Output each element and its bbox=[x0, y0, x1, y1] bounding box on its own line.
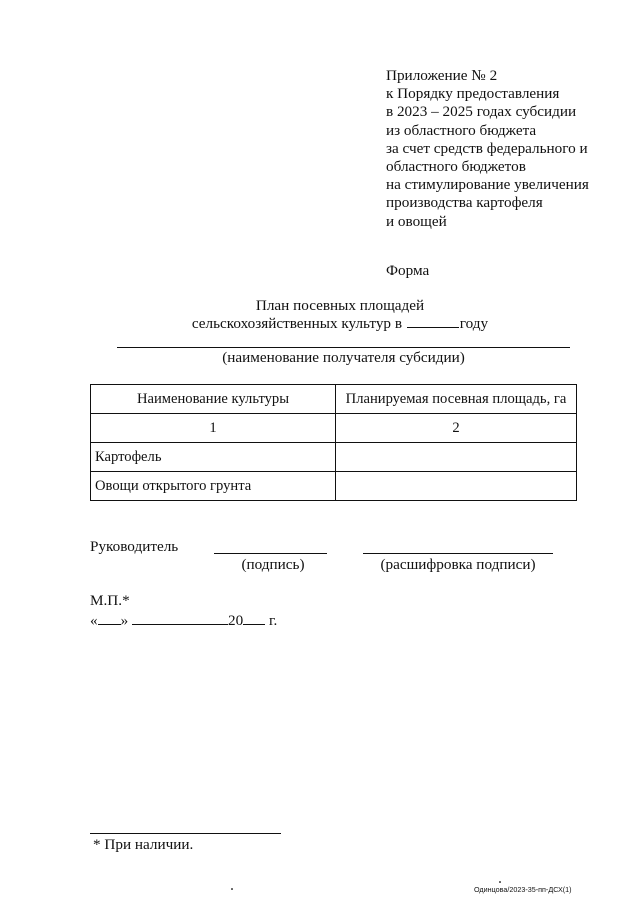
crop-cell: Картофель bbox=[91, 443, 336, 472]
title-line-2-prefix: сельскохозяйственных культур в bbox=[191, 315, 402, 332]
table-number-row bbox=[91, 414, 577, 443]
crops-table bbox=[90, 384, 577, 501]
year-blank-field[interactable] bbox=[407, 315, 459, 328]
document-code: Одинцова/2023-35-пп-ДСХ(1) bbox=[474, 885, 572, 894]
title-line-2-suffix: году bbox=[459, 315, 489, 332]
table-row bbox=[91, 472, 577, 501]
appendix-header bbox=[386, 67, 626, 231]
table-header-row bbox=[91, 385, 577, 414]
appendix-line: Приложение № 2 bbox=[386, 67, 498, 84]
appendix-line: в 2023 – 2025 годах субсидии bbox=[386, 103, 577, 121]
table-row bbox=[91, 443, 577, 472]
quote-open: « bbox=[90, 612, 98, 629]
appendix-line: производства картофеля bbox=[386, 194, 543, 212]
signature-caption: (подпись) bbox=[241, 556, 305, 573]
column-number-1: 1 bbox=[91, 414, 336, 443]
appendix-line: из областного бюджета bbox=[386, 121, 537, 139]
appendix-line: и овощей bbox=[386, 212, 447, 230]
signature-blank-field[interactable] bbox=[214, 553, 327, 554]
quote-close: » bbox=[120, 612, 129, 629]
title-line-1: План посевных площадей bbox=[255, 297, 425, 314]
appendix-line: на стимулирование увеличения bbox=[386, 176, 589, 194]
header-planned-area: Планируемая посевная площадь, га bbox=[336, 385, 577, 414]
appendix-line: областного бюджетов bbox=[386, 158, 526, 176]
decoding-caption: (расшифровка подписи) bbox=[380, 556, 536, 573]
scan-speck bbox=[231, 888, 233, 890]
month-blank-field[interactable] bbox=[132, 611, 228, 625]
signature-decoding-blank-field[interactable] bbox=[363, 553, 553, 554]
year-suffix: г. bbox=[268, 612, 278, 629]
appendix-line: к Порядку предоставления bbox=[386, 85, 560, 103]
appendix-line: за счет средств федерального и bbox=[386, 139, 588, 157]
year-prefix: 20 bbox=[227, 612, 244, 629]
scan-speck bbox=[499, 881, 501, 883]
form-label: Форма bbox=[386, 262, 430, 279]
recipient-caption: (наименование получателя субсидии) bbox=[222, 349, 465, 366]
stamp-place-label: М.П.* bbox=[90, 592, 130, 609]
year-digits-blank-field[interactable] bbox=[243, 611, 265, 625]
date-line bbox=[90, 611, 277, 630]
recipient-blank-field[interactable] bbox=[117, 347, 570, 348]
head-label: Руководитель bbox=[90, 538, 179, 555]
header-crop-name: Наименование культуры bbox=[91, 385, 336, 414]
column-number-2: 2 bbox=[336, 414, 577, 443]
crop-cell: Овощи открытого грунта bbox=[91, 472, 336, 501]
document-title bbox=[90, 297, 590, 333]
title-line-2 bbox=[90, 315, 590, 333]
area-cell[interactable] bbox=[336, 472, 577, 501]
footnote: * При наличии. bbox=[93, 836, 194, 853]
day-blank-field[interactable] bbox=[98, 611, 121, 625]
footnote-divider bbox=[90, 833, 281, 834]
area-cell[interactable] bbox=[336, 443, 577, 472]
